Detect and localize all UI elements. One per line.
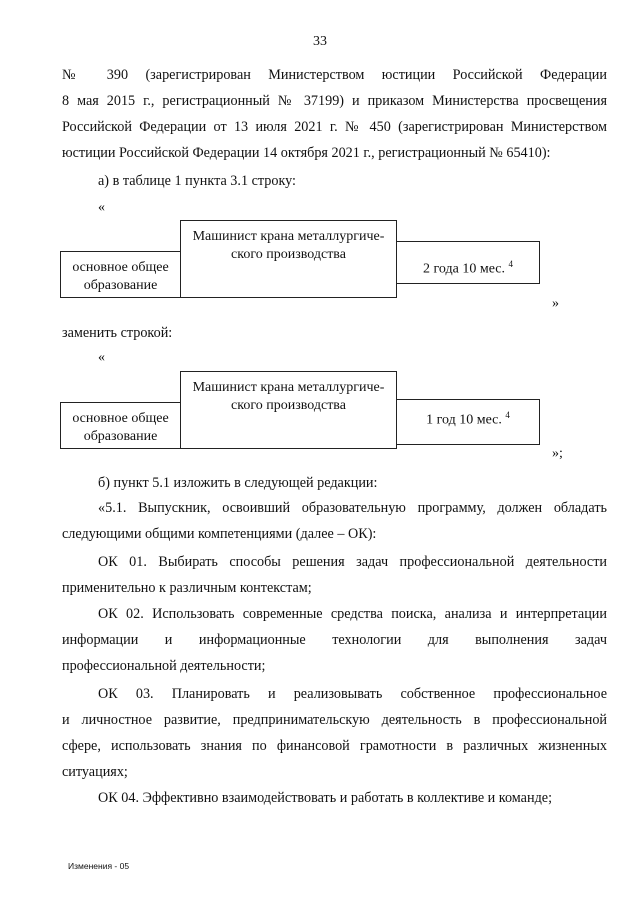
ok04-line-1: ОК 04. Эффективно взаимодействовать и работать в коллективе и команде; — [98, 790, 553, 806]
old-row-duration: 2 года 10 мес. — [423, 261, 505, 277]
open-quote-2: « — [98, 350, 105, 365]
ok03-line-4: ситуациях; — [62, 764, 128, 780]
page-number: 33 — [313, 34, 327, 49]
intro-line-1: № 390 (зарегистрирован Министерством юстиции Российской Федерации — [62, 67, 607, 83]
footer-changes: Изменения - 05 — [68, 861, 130, 871]
ok03-line-3: сфере, использовать знания по финансовой грамотности в различных жизненных — [62, 738, 607, 754]
new-row-profession: Машинист крана металлургиче-ского производства — [192, 380, 385, 413]
intro-line-4: юстиции Российской Федерации 14 октября 2021 г., регистрационный № 65410): — [62, 145, 551, 161]
ok03-line-2: и личностное развитие, предпринимательскую деятельность в профессиональной — [62, 712, 607, 728]
item-b-text: б) пункт 5.1 изложить в следующей редакции: — [98, 475, 378, 491]
open-quote-1: « — [98, 200, 105, 215]
close-quote-1: » — [552, 296, 559, 311]
new-row-duration: 1 год 10 мес. — [426, 412, 502, 428]
old-row-profession: Машинист крана металлургиче-ского производства — [192, 229, 385, 262]
new-row-education-cell — [60, 402, 181, 449]
p51-line-1: «5.1. Выпускник, освоивший образовательную программу, должен обладать — [98, 500, 607, 516]
item-a-text: а) в таблице 1 пункта 3.1 строку: — [98, 173, 296, 189]
old-row-education: основное общее образование — [72, 260, 169, 293]
old-row-footnote: 4 — [508, 259, 513, 269]
old-row-duration-cell — [396, 241, 540, 284]
intro-line-2: 8 мая 2015 г., регистрационный № 37199) и приказом Министерства просвещения — [62, 93, 607, 109]
new-row-education: основное общее образование — [72, 411, 169, 444]
ok03-line-1: ОК 03. Планировать и реализовывать собственное профессиональное — [98, 686, 607, 702]
ok01-line-2: применительно к различным контекстам; — [62, 580, 312, 596]
replace-with-text: заменить строкой: — [62, 325, 173, 341]
old-row-education-cell — [60, 251, 181, 298]
ok01-line-1: ОК 01. Выбирать способы решения задач профессиональной деятельности — [98, 554, 607, 570]
ok02-line-1: ОК 02. Использовать современные средства поиска, анализа и интерпретации — [98, 606, 607, 622]
new-row-footnote: 4 — [505, 410, 510, 420]
close-quote-2: »; — [552, 446, 563, 461]
intro-line-3: Российской Федерации от 13 июля 2021 г. № 450 (зарегистрирован Министерством — [62, 119, 607, 135]
p51-line-2: следующими общими компетенциями (далее – ОК): — [62, 526, 377, 542]
old-row-profession-cell — [180, 220, 397, 298]
new-row-profession-cell — [180, 371, 397, 449]
new-row-duration-cell — [396, 399, 540, 445]
ok02-line-3: профессиональной деятельности; — [62, 658, 266, 674]
ok02-line-2: информации и информационные технологии для выполнения задач — [62, 632, 607, 648]
